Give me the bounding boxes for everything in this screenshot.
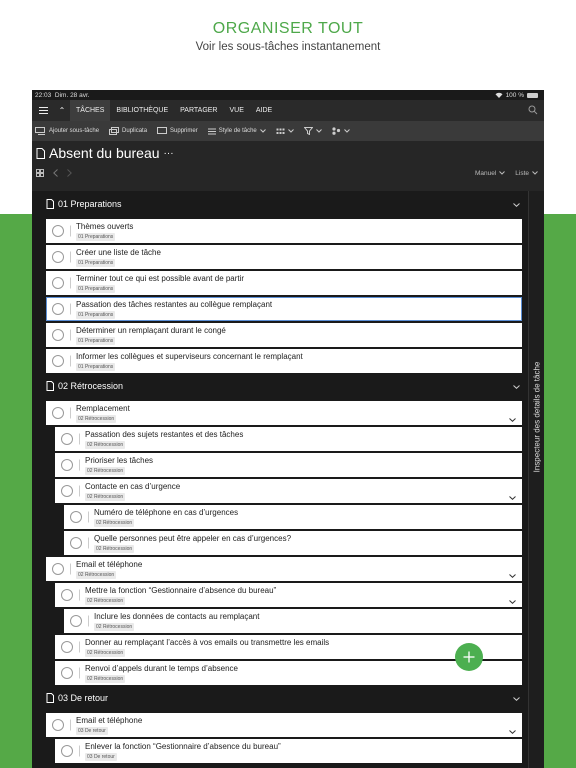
task-row[interactable]	[55, 427, 522, 451]
task-row[interactable]	[46, 349, 522, 373]
hierarchy-icon	[332, 127, 341, 135]
note-icon	[76, 460, 80, 471]
chevron-down-icon[interactable]	[509, 487, 516, 505]
task-checkbox[interactable]	[61, 459, 73, 471]
delete-icon	[157, 127, 167, 135]
task-tag: 02 Rétrocession	[96, 546, 133, 552]
task-row[interactable]	[46, 297, 522, 321]
task-title: Créer une liste de tâche	[76, 248, 161, 257]
menu-tab[interactable]: PARTAGER	[180, 107, 218, 114]
list-title: Absent du bureau	[49, 145, 160, 161]
menu-tab[interactable]: AIDE	[255, 107, 273, 114]
note-icon	[67, 252, 71, 263]
promo-title: ORGANISER TOUT	[212, 20, 364, 37]
section-header[interactable]	[32, 373, 528, 399]
search-icon[interactable]	[528, 105, 538, 115]
add-subtask-label: Ajouter sous-tâche	[49, 128, 100, 134]
duplicate-button[interactable]	[109, 127, 147, 135]
task-title: Prioriser les tâches	[85, 456, 154, 465]
battery-level: 100 %	[505, 91, 524, 99]
task-tag: 01 Preparations	[78, 234, 114, 240]
task-details-inspector[interactable]	[528, 191, 544, 768]
hamburger-menu-icon[interactable]	[32, 107, 54, 114]
toolbar	[32, 121, 544, 141]
view-mode-dropdown[interactable]	[515, 170, 538, 177]
task-tag: 02 Rétrocession	[87, 494, 124, 500]
list-title-bar	[32, 141, 544, 165]
sort-mode-label: Manuel	[474, 169, 497, 177]
chevron-down-icon	[499, 171, 505, 175]
task-checkbox[interactable]	[52, 407, 64, 419]
chevron-down-icon[interactable]	[513, 199, 520, 209]
task-tag: 02 Rétrocession	[87, 676, 124, 682]
task-row[interactable]	[55, 635, 522, 659]
note-icon	[76, 590, 80, 601]
note-icon	[67, 408, 71, 419]
task-title: Quelle personnes peut être appeler en cas d’urgences?	[94, 534, 292, 543]
task-title: Informer les collègues et superviseurs concernant le remplaçant	[76, 352, 303, 361]
delete-label: Supprimer	[170, 128, 198, 134]
task-title: Déterminer un remplaçant durant le congé	[76, 326, 226, 335]
task-row[interactable]	[46, 219, 522, 243]
forward-arrow-icon[interactable]	[67, 169, 72, 177]
task-checkbox[interactable]	[61, 667, 73, 679]
task-checkbox[interactable]	[52, 251, 64, 263]
status-date: Dim. 28 avr.	[54, 91, 90, 99]
task-checkbox[interactable]	[70, 615, 82, 627]
chevron-down-icon[interactable]	[509, 591, 516, 609]
menu-bar	[32, 100, 544, 121]
section-title: 03 De retour	[58, 693, 109, 703]
add-subtask-icon	[35, 127, 46, 135]
note-icon	[85, 538, 89, 549]
note-icon	[67, 356, 71, 367]
task-tag: 02 Rétrocession	[78, 572, 115, 578]
note-icon	[76, 486, 80, 497]
task-tag: 02 Rétrocession	[78, 416, 115, 422]
back-arrow-icon[interactable]	[53, 169, 58, 177]
plus-icon	[463, 651, 475, 663]
chevron-down-icon	[288, 129, 294, 133]
task-title: Numéro de téléphone en cas d’urgences	[94, 508, 239, 517]
chevron-down-icon[interactable]	[513, 693, 520, 703]
task-checkbox[interactable]	[52, 225, 64, 237]
task-tag: 01 Preparations	[78, 312, 114, 318]
grid-toggle-icon[interactable]	[36, 169, 44, 177]
chevron-down-icon	[316, 129, 322, 133]
task-tag: 01 Preparations	[78, 338, 114, 344]
chevron-down-icon	[344, 129, 350, 133]
task-row[interactable]	[55, 453, 522, 477]
sort-mode-dropdown[interactable]	[475, 170, 505, 177]
task-checkbox[interactable]	[70, 511, 82, 523]
document-icon	[36, 148, 45, 159]
task-tag: 01 Preparations	[78, 260, 114, 266]
chevron-down-icon[interactable]	[509, 565, 516, 583]
list-more-button[interactable]: ···	[163, 147, 174, 159]
task-title: Email et téléphone	[76, 560, 143, 569]
task-row[interactable]	[46, 401, 522, 425]
task-checkbox[interactable]	[52, 355, 64, 367]
task-row[interactable]	[46, 713, 522, 737]
document-icon	[46, 199, 54, 209]
task-title: Passation des sujets restantes et des tâches	[85, 430, 244, 439]
duplicate-label: Duplicata	[122, 128, 148, 134]
promo-subtitle: Voir les sous-tâches instantanement	[195, 41, 381, 53]
task-checkbox[interactable]	[52, 277, 64, 289]
note-icon	[85, 616, 89, 627]
note-icon	[67, 564, 71, 575]
note-icon	[67, 330, 71, 341]
note-icon	[76, 642, 80, 653]
filter-icon	[304, 127, 313, 135]
menu-tab[interactable]: BIBLIOTHÈQUE	[116, 107, 169, 114]
note-icon	[76, 746, 80, 757]
section-title: 01 Preparations	[58, 199, 122, 209]
list-lines-icon	[208, 128, 216, 135]
note-icon	[67, 304, 71, 315]
chevron-down-icon	[260, 129, 266, 133]
task-checkbox[interactable]	[61, 745, 73, 757]
task-tag: 02 Rétrocession	[87, 650, 124, 656]
battery-icon	[527, 93, 538, 98]
task-row[interactable]	[46, 323, 522, 347]
task-style-button[interactable]	[208, 128, 266, 135]
grid-view-dropdown[interactable]	[276, 128, 294, 135]
task-row[interactable]	[46, 245, 522, 269]
task-checkbox[interactable]	[70, 537, 82, 549]
task-title: Mettre la fonction “Gestionnaire d’absence du bureau”	[85, 586, 277, 595]
section-title: 02 Rétrocession	[58, 381, 124, 391]
task-tag: 02 Rétrocession	[96, 520, 133, 526]
task-checkbox[interactable]	[52, 719, 64, 731]
task-tag: 02 Rétrocession	[87, 468, 124, 474]
inspector-label: Inspecteur des details de tâche	[532, 361, 542, 473]
task-title: Donner au remplaçant l’accès à vos emails ou transmettre les emails	[85, 638, 330, 647]
task-tag: 03 De retour	[78, 728, 106, 734]
task-checkbox[interactable]	[52, 303, 64, 315]
grid-icon	[276, 128, 285, 135]
task-title: Inclure les données de contacts au remplaçant	[94, 612, 260, 621]
task-checkbox[interactable]	[61, 485, 73, 497]
task-row[interactable]	[64, 531, 522, 555]
chevron-down-icon[interactable]	[509, 409, 516, 427]
note-icon	[76, 668, 80, 679]
wifi-icon	[495, 92, 503, 98]
menu-tab[interactable]: VUE	[229, 107, 244, 114]
task-tag: 02 Rétrocession	[96, 624, 133, 630]
task-row[interactable]	[64, 505, 522, 529]
task-row[interactable]	[55, 583, 522, 607]
task-title: Email et téléphone	[76, 716, 143, 725]
task-checkbox[interactable]	[61, 589, 73, 601]
document-icon	[46, 381, 54, 391]
duplicate-icon	[109, 127, 119, 135]
add-task-button[interactable]	[455, 643, 483, 671]
document-icon	[46, 693, 54, 703]
task-checkbox[interactable]	[52, 563, 64, 575]
hierarchy-dropdown[interactable]	[332, 127, 350, 135]
chevron-down-icon	[532, 171, 538, 175]
task-list	[32, 191, 528, 768]
task-checkbox[interactable]	[61, 433, 73, 445]
task-row[interactable]	[55, 739, 522, 763]
task-tag: 02 Rétrocession	[87, 598, 124, 604]
chevron-down-icon[interactable]	[513, 381, 520, 391]
task-tag: 02 Rétrocession	[87, 442, 124, 448]
note-icon	[67, 720, 71, 731]
menu-tab[interactable]: TÂCHES	[70, 100, 110, 121]
collapse-caret-icon[interactable]: ⌃	[58, 106, 66, 115]
delete-button[interactable]	[157, 127, 198, 135]
task-tag: 01 Preparations	[78, 286, 114, 292]
task-title: Terminer tout ce qui est possible avant de partir	[76, 274, 245, 283]
task-row[interactable]	[64, 609, 522, 633]
task-tag: 03 De retour	[87, 754, 115, 760]
task-title: Renvoi d’appels durant le temps d’absence	[85, 664, 238, 673]
task-row[interactable]	[55, 661, 522, 685]
filter-dropdown[interactable]	[304, 127, 322, 135]
chevron-down-icon[interactable]	[509, 721, 516, 739]
task-title: Contacte en cas d’urgence	[85, 482, 181, 491]
status-time: 22:03	[35, 91, 52, 99]
add-subtask-button[interactable]	[35, 127, 99, 135]
note-icon	[85, 512, 89, 523]
task-style-label: Style de tâche	[218, 128, 257, 134]
task-row[interactable]	[46, 557, 522, 581]
task-row[interactable]	[55, 479, 522, 503]
note-icon	[67, 226, 71, 237]
status-bar	[32, 90, 544, 100]
section-header[interactable]	[32, 685, 528, 711]
view-bar	[32, 165, 544, 181]
task-title: Thèmes ouverts	[76, 222, 134, 231]
task-title: Enlever la fonction “Gestionnaire d’absence du bureau”	[85, 742, 281, 751]
task-row[interactable]	[46, 271, 522, 295]
task-checkbox[interactable]	[52, 329, 64, 341]
view-mode-label: Liste	[515, 169, 529, 177]
task-title: Remplacement	[76, 404, 130, 413]
task-tag: 01 Preparations	[78, 364, 114, 370]
note-icon	[67, 278, 71, 289]
task-title: Passation des tâches restantes au collègue remplaçant	[76, 300, 273, 309]
task-checkbox[interactable]	[61, 641, 73, 653]
note-icon	[76, 434, 80, 445]
section-header[interactable]	[32, 191, 528, 217]
